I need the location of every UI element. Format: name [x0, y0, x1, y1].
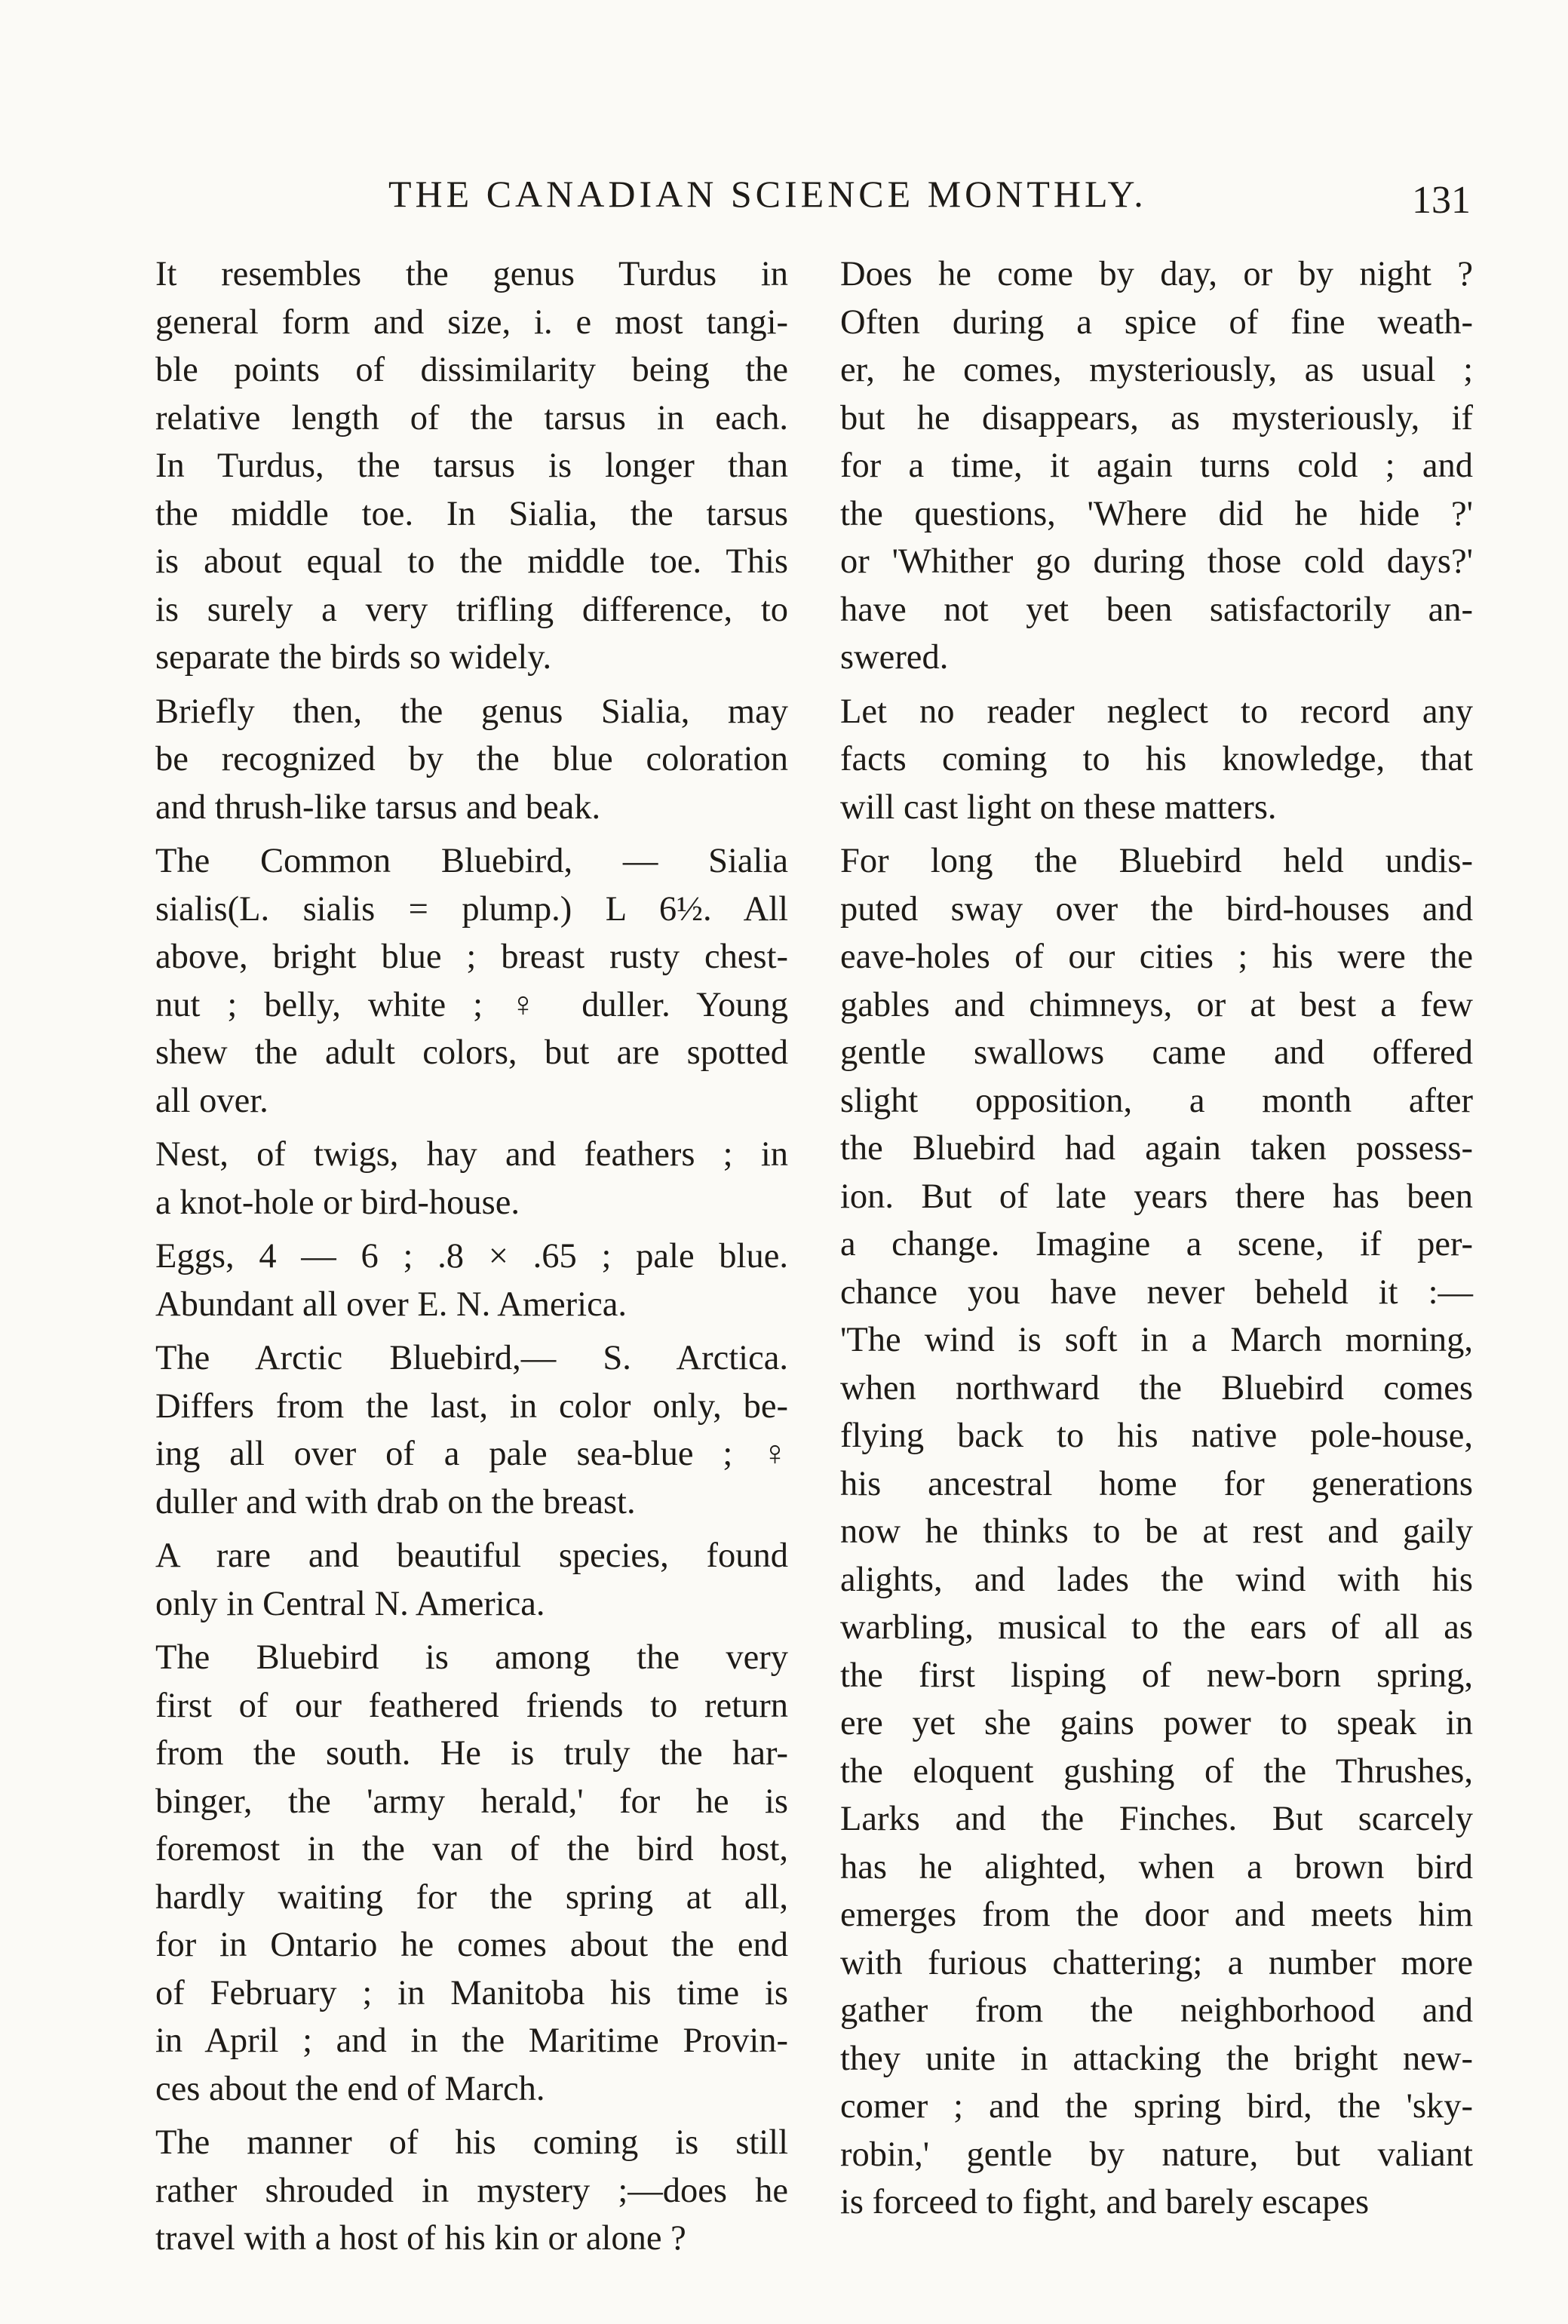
text-line: sialis(L. sialis = plump.) L 6½. All — [155, 889, 788, 929]
text-line: a knot-hole or bird-house. — [155, 1183, 520, 1222]
text-line: Nest, of twigs, hay and feathers ; in — [155, 1135, 788, 1174]
text-line: gather from the neighborhood and — [840, 1991, 1473, 2030]
text-line: has he alighted, when a brown bird — [840, 1847, 1473, 1887]
page-number: 131 — [1412, 179, 1471, 222]
text-line: Larks and the Finches. But scarcely — [840, 1800, 1473, 1838]
text-line: ing all over of a pale sea-blue ; ♀ — [155, 1435, 788, 1473]
text-line: have not yet been satisfactorily an- — [840, 590, 1473, 629]
text-line: ble points of dissimilarity being the — [155, 351, 788, 389]
text-line: puted sway over the bird-houses and — [840, 889, 1473, 929]
text-line: ere yet she gains power to speak in — [840, 1704, 1473, 1742]
text-line: robin,' gentle by nature, but valiant — [840, 2135, 1473, 2174]
text-line: relative length of the tarsus in each. — [155, 398, 788, 437]
paragraph — [113, 1532, 788, 1628]
text-line: The Common Bluebird, — Sialia — [155, 842, 788, 880]
journal-title: THE CANADIAN SCIENCE MONTHLY. — [388, 173, 1147, 215]
text-line: gables and chimneys, or at best a few — [840, 985, 1473, 1024]
paragraph — [113, 1233, 788, 1328]
text-line: warbling, musical to the ears of all as — [840, 1608, 1473, 1647]
text-line: of February ; in Manitoba his time is — [155, 1973, 788, 2012]
text-line: the Bluebird had again taken possess- — [840, 1129, 1473, 1168]
text-line: will cast light on these matters. — [840, 787, 1277, 827]
text-line: Abundant all over E. N. America. — [155, 1285, 627, 1324]
text-line: first of our feathered friends to return — [155, 1686, 788, 1725]
text-line: eave-holes of our cities ; his were the — [840, 938, 1473, 976]
text-line: In Turdus, the tarsus is longer than — [155, 447, 788, 485]
text-line: emerges from the door and meets him — [840, 1896, 1473, 1934]
text-line: comer ; and the spring bird, the 'sky- — [840, 2087, 1473, 2126]
text-line: ces about the end of March. — [155, 2069, 545, 2108]
text-line: gentle swallows came and offered — [840, 1033, 1473, 1072]
text-line: only in Central N. America. — [155, 1584, 545, 1623]
text-line: the questions, 'Where did he hide ?' — [840, 494, 1473, 533]
text-line: above, bright blue ; breast rusty chest- — [155, 938, 788, 976]
paragraph — [113, 688, 788, 832]
text-line: or 'Whither go during those cold days?' — [840, 542, 1473, 581]
text-line: Does he come by day, or by night ? — [840, 255, 1473, 293]
text-line: hardly waiting for the spring at all, — [155, 1877, 788, 1917]
text-line: they unite in attacking the bright new- — [840, 2039, 1473, 2078]
text-line: a change. Imagine a scene, if per- — [840, 1225, 1473, 1263]
text-line: binger, the 'army herald,' for he is — [155, 1782, 788, 1821]
running-head — [121, 172, 1471, 232]
text-line: for in Ontario he comes about the end — [155, 1926, 788, 1964]
text-line: nut ; belly, white ; ♀ duller. Young — [155, 985, 788, 1024]
text-line: A rare and beautiful species, found — [155, 1537, 788, 1575]
text-line: ion. But of late years there has been — [840, 1177, 1473, 1216]
text-line: Often during a spice of fine weath- — [840, 302, 1473, 342]
text-line: is forceed to fight, and barely escapes — [840, 2183, 1370, 2221]
text-line: The Bluebird is among the very — [155, 1638, 788, 1677]
paragraph — [113, 1334, 788, 1526]
text-line: the first lisping of new-born spring, — [840, 1656, 1473, 1695]
text-line: duller and with drab on the breast. — [155, 1482, 636, 1521]
paragraph — [798, 250, 1473, 682]
paragraph — [113, 1634, 788, 2113]
text-line: from the south. He is truly the har- — [155, 1734, 788, 1773]
text-line: Differs from the last, in color only, be- — [155, 1386, 788, 1426]
text-line: general form and size, i. e most tangi- — [155, 302, 788, 342]
paragraph — [113, 2119, 788, 2263]
text-line: his ancestral home for generations — [840, 1464, 1473, 1503]
text-line: in April ; and in the Maritime Provin- — [155, 2022, 788, 2060]
text-line: flying back to his native pole-house, — [840, 1417, 1473, 1455]
text-line: er, he comes, mysteriously, as usual ; — [840, 351, 1473, 389]
text-line: rather shrouded in mystery ;—does he — [155, 2171, 788, 2210]
text-line: slight opposition, a month after — [840, 1081, 1473, 1120]
left-column — [113, 250, 788, 2269]
text-line: now he thinks to be at rest and gaily — [840, 1512, 1473, 1551]
text-line: alights, and lades the wind with his — [840, 1560, 1473, 1599]
paragraph — [113, 250, 788, 682]
text-line: chance you have never beheld it :— — [840, 1273, 1473, 1312]
paragraph — [113, 837, 788, 1125]
paragraph — [113, 1131, 788, 1226]
text-line: swered. — [840, 638, 949, 677]
text-line: For long the Bluebird held undis- — [840, 842, 1473, 880]
text-line: Let no reader neglect to record any — [840, 692, 1473, 731]
text-line: shew the adult colors, but are spotted — [155, 1033, 788, 1072]
text-line: for a time, it again turns cold ; and — [840, 447, 1473, 485]
text-line: foremost in the van of the bird host, — [155, 1830, 788, 1868]
text-line: The Arctic Bluebird,— S. Arctica. — [155, 1339, 788, 1377]
text-line: and thrush-like tarsus and beak. — [155, 787, 601, 827]
right-column — [798, 250, 1473, 2233]
text-line: facts coming to his knowledge, that — [840, 740, 1473, 778]
paragraph — [798, 837, 1473, 2227]
text-line: all over. — [155, 1081, 268, 1120]
text-line: Eggs, 4 — 6 ; .8 × .65 ; pale blue. — [155, 1237, 788, 1276]
text-line: but he disappears, as mysteriously, if — [840, 398, 1473, 437]
text-line: when northward the Bluebird comes — [840, 1368, 1473, 1408]
text-line: is about equal to the middle toe. This — [155, 542, 788, 581]
text-line: with furious chattering; a number more — [840, 1943, 1473, 1982]
text-line: The manner of his coming is still — [155, 2123, 788, 2162]
text-line: Briefly then, the genus Sialia, may — [155, 692, 788, 731]
text-line: is surely a very trifling difference, to — [155, 590, 788, 629]
text-line: the eloquent gushing of the Thrushes, — [840, 1751, 1473, 1791]
text-line: be recognized by the blue coloration — [155, 740, 788, 778]
text-line: separate the birds so widely. — [155, 638, 552, 677]
paragraph — [798, 688, 1473, 832]
text-line: the middle toe. In Sialia, the tarsus — [155, 494, 788, 533]
text-line: travel with a host of his kin or alone ? — [155, 2219, 686, 2258]
text-line: It resembles the genus Turdus in — [155, 255, 788, 293]
text-line: 'The wind is soft in a March morning, — [840, 1321, 1473, 1359]
